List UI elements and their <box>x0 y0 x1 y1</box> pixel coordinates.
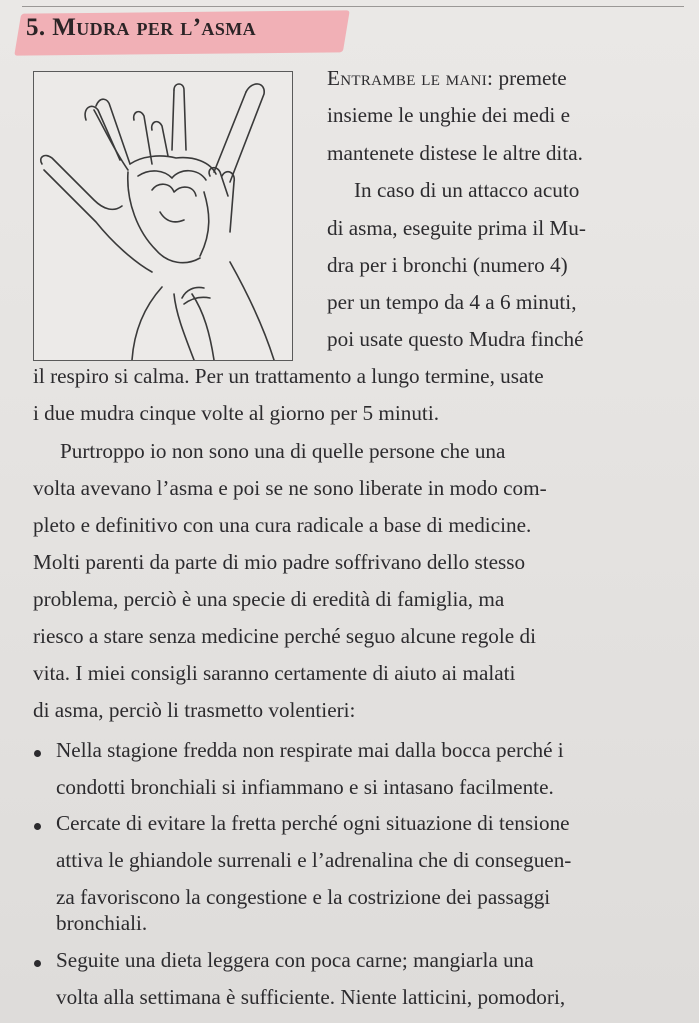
paragraph1-line2: insieme le unghie dei medi e <box>327 103 570 127</box>
paragraph2-line7: i due mudra cinque volte al giorno per 5 minuti. <box>33 401 439 425</box>
paragraph3-line1: Purtroppo io non sono una di quelle persone che una <box>60 439 506 463</box>
hand-mudra-icon <box>34 72 292 360</box>
paragraph3-line8: di asma, perciò li trasmetto volentieri: <box>33 698 356 722</box>
paragraph1-line1 <box>327 68 567 89</box>
paragraph3-line3: pleto e definitivo con una cura radicale a base di medicine. <box>33 513 532 537</box>
bullet-dot-icon <box>34 823 41 830</box>
paragraph2-line5: poi usate questo Mudra finché <box>327 327 584 351</box>
bullet2-line4: bronchiali. <box>56 911 148 935</box>
top-rule <box>22 6 684 7</box>
paragraph3-line6: riesco a stare senza medicine perché seguo alcune regole di <box>33 624 536 648</box>
bullet2-line1: Cercate di evitare la fretta perché ogni situazione di tensione <box>56 811 570 835</box>
paragraph2-line1: In caso di un attacco acuto <box>354 178 580 202</box>
bullet2-line2: attiva le ghiandole surrenali e l’adrenalina che di conseguen- <box>56 848 572 872</box>
paragraph1-line3: mantenete distese le altre dita. <box>327 141 583 165</box>
lead-in: Entrambe le mani: <box>327 66 494 90</box>
bullet-dot-icon <box>34 750 41 757</box>
section-title: 5. Mudra per l’asma <box>26 14 257 41</box>
bullet2-line3: za favoriscono la congestione e la costrizione dei passaggi <box>56 885 551 909</box>
bullet3-line1: Seguite una dieta leggera con poca carne; mangiarla una <box>56 948 534 972</box>
mudra-figure <box>33 71 293 361</box>
paragraph3-line4: Molti parenti da parte di mio padre soffrivano dello stesso <box>33 550 526 574</box>
paragraph3-line7: vita. I miei consigli saranno certamente di aiuto ai malati <box>33 661 516 685</box>
bullet1-line1: Nella stagione fredda non respirate mai dalla bocca perché i <box>56 738 564 762</box>
paragraph1-line1-rest: premete <box>493 66 567 90</box>
bullet-dot-icon <box>34 960 41 967</box>
paragraph2-line2: di asma, eseguite prima il Mu- <box>327 216 586 240</box>
bullet3-line2: volta alla settimana è sufficiente. Niente latticini, pomodori, <box>56 985 566 1009</box>
paragraph2-line3: dra per i bronchi (numero 4) <box>327 253 568 277</box>
bullet1-line2: condotti bronchiali si infiammano e si intasano facilmente. <box>56 775 554 799</box>
paragraph3-line5: problema, perciò è una specie di eredità di famiglia, ma <box>33 587 505 611</box>
paragraph2-line4: per un tempo da 4 a 6 minuti, <box>327 290 577 314</box>
paragraph2-line6: il respiro si calma. Per un trattamento a lungo termine, usate <box>33 364 544 388</box>
paragraph3-line2: volta avevano l’asma e poi se ne sono liberate in modo com- <box>33 476 547 500</box>
